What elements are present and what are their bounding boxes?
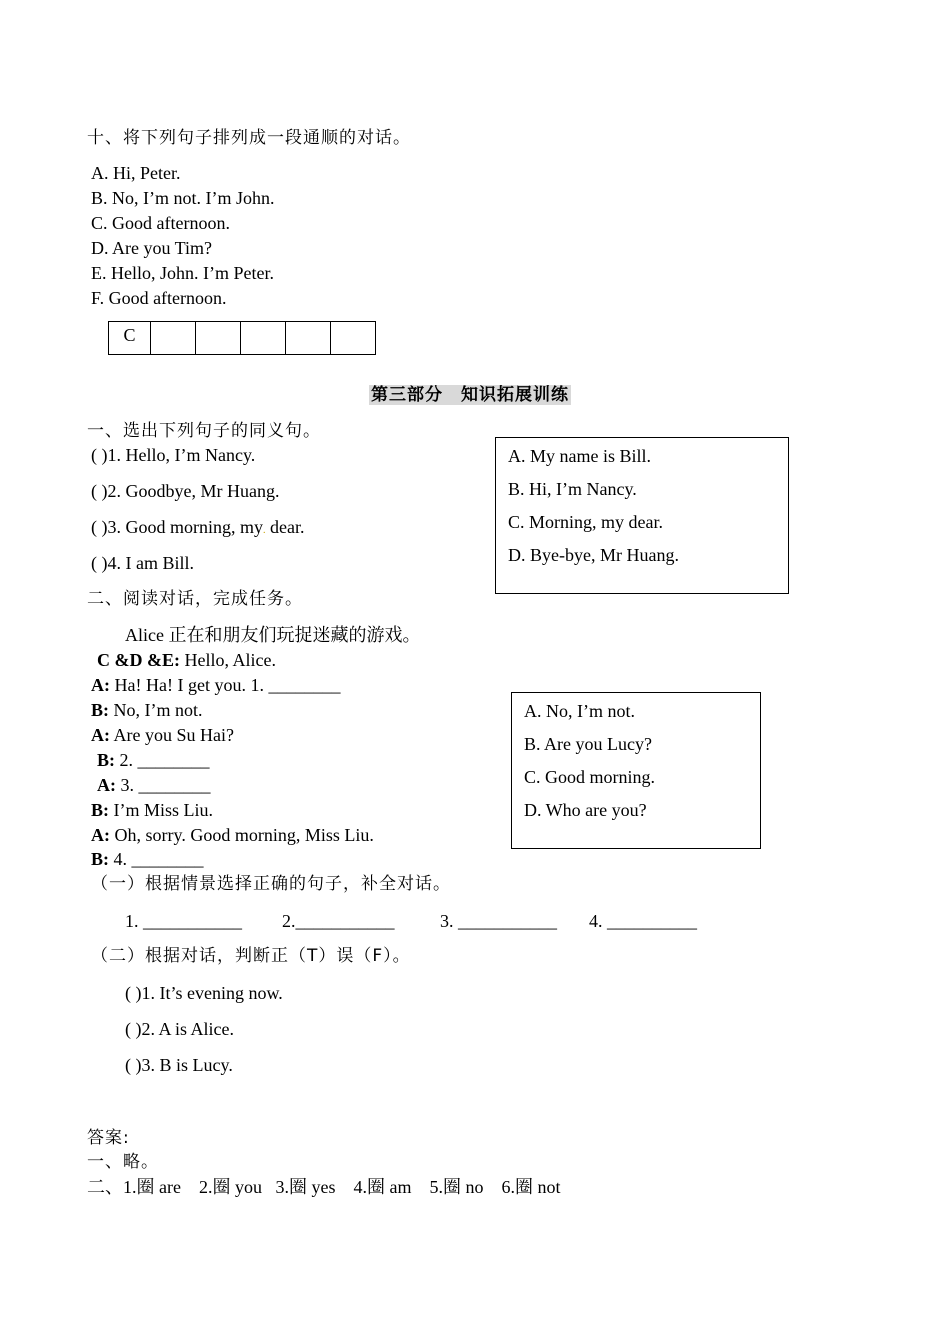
dialogue-line-5 <box>97 749 210 771</box>
order-answer-table <box>108 321 376 355</box>
p1-question-3-start: ( )3. Good morning, my <box>91 517 263 537</box>
answers-line-2: 二、1.圈 are 2.圈 you 3.圈 yes 4.圈 am 5.圈 no 6.圈 not <box>87 1177 561 1197</box>
task1-blank-1[interactable]: 1. ___________ <box>125 911 242 931</box>
p2-option-c: C. Good morning. <box>524 767 656 787</box>
p1-question-4: ( )4. I am Bill. <box>91 553 194 573</box>
task2-item-3: ( )3. B is Lucy. <box>125 1055 233 1075</box>
p1-question-1: ( )1. Hello, I’m Nancy. <box>91 445 256 465</box>
dialogue-text: Are you Su Hai? <box>110 725 234 745</box>
p2-heading: 二、阅读对话，完成任务。 <box>87 589 303 609</box>
order-cell[interactable]: C <box>109 322 151 355</box>
p1-option-c: C. Morning, my dear. <box>508 512 663 532</box>
order-cell[interactable] <box>286 322 331 355</box>
order-cell[interactable] <box>151 322 196 355</box>
p2-intro: Alice 正在和朋友们玩捉迷藏的游戏。 <box>125 625 421 645</box>
dialogue-line-8 <box>91 824 374 846</box>
order-cell[interactable] <box>241 322 286 355</box>
p2-option-a: A. No, I’m not. <box>524 701 635 721</box>
q10-item-e: E. Hello, John. I’m Peter. <box>91 263 274 283</box>
answers-line-1: 一、略。 <box>87 1152 159 1172</box>
dialogue-speaker: B: <box>97 750 115 770</box>
task1-blank-4[interactable]: 4. __________ <box>589 911 697 931</box>
dialogue-text: No, I’m not. <box>109 700 203 720</box>
order-cell[interactable] <box>331 322 376 355</box>
part3-title <box>369 384 571 406</box>
dialogue-text: 4. ________ <box>109 849 204 869</box>
q10-heading: 十、将下列句子排列成一段通顺的对话。 <box>87 128 411 148</box>
dialogue-speaker: A: <box>97 775 116 795</box>
dialogue-speaker: A: <box>91 675 110 695</box>
dialogue-line-3 <box>91 699 203 721</box>
q10-item-a: A. Hi, Peter. <box>91 163 181 183</box>
task2-item-2: ( )2. A is Alice. <box>125 1019 234 1039</box>
dialogue-speaker: B: <box>91 700 109 720</box>
dialogue-text: 3. ________ <box>116 775 211 795</box>
p1-question-3: ( )3. Good morning, my. dear. <box>91 517 305 537</box>
p2-option-d: D. Who are you? <box>524 800 647 820</box>
part3-title-text: 第三部分 知识拓展训练 <box>371 385 569 405</box>
task1-blank-3[interactable]: 3. ___________ <box>440 911 557 931</box>
p1-heading: 一、选出下列句子的同义句。 <box>87 421 321 441</box>
dialogue-line-6 <box>97 774 211 796</box>
dialogue-text: Hello, Alice. <box>180 650 276 670</box>
p2-options-box <box>511 692 761 849</box>
dialogue-text: I’m Miss Liu. <box>109 800 214 820</box>
q10-item-b: B. No, I’m not. I’m John. <box>91 188 275 208</box>
answers-heading: 答案: <box>87 1128 130 1148</box>
dialogue-speaker: A: <box>91 725 110 745</box>
dialogue-speaker: B: <box>91 849 109 869</box>
task1-blank-2[interactable]: 2.___________ <box>282 911 395 931</box>
p1-option-b: B. Hi, I’m Nancy. <box>508 479 637 499</box>
dialogue-text: Ha! Ha! I get you. 1. ________ <box>110 675 341 695</box>
p1-option-d: D. Bye-bye, Mr Huang. <box>508 545 679 565</box>
q10-item-f: F. Good afternoon. <box>91 288 227 308</box>
order-cell[interactable] <box>196 322 241 355</box>
dialogue-line-4 <box>91 724 234 746</box>
dialogue-line-7 <box>91 799 213 821</box>
dialogue-line-1 <box>97 649 276 671</box>
dialogue-line-9 <box>91 848 204 870</box>
p1-question-3-end: dear. <box>265 517 305 537</box>
dialogue-speaker: C &D &E: <box>97 650 180 670</box>
q10-item-c: C. Good afternoon. <box>91 213 230 233</box>
task2-item-1: ( )1. It’s evening now. <box>125 983 283 1003</box>
p2-option-b: B. Are you Lucy? <box>524 734 652 754</box>
p1-option-a: A. My name is Bill. <box>508 446 651 466</box>
dialogue-text: Oh, sorry. Good morning, Miss Liu. <box>110 825 374 845</box>
dialogue-speaker: A: <box>91 825 110 845</box>
task1-heading: （一）根据情景选择正确的句子，补全对话。 <box>91 874 451 894</box>
p1-question-2: ( )2. Goodbye, Mr Huang. <box>91 481 280 501</box>
q10-item-d: D. Are you Tim? <box>91 238 213 258</box>
task2-heading: （二）根据对话，判断正（T）误（F）。 <box>91 946 411 966</box>
dialogue-line-2 <box>91 674 340 696</box>
dialogue-speaker: B: <box>91 800 109 820</box>
p1-options-box <box>495 437 789 594</box>
dialogue-text: 2. ________ <box>115 750 210 770</box>
